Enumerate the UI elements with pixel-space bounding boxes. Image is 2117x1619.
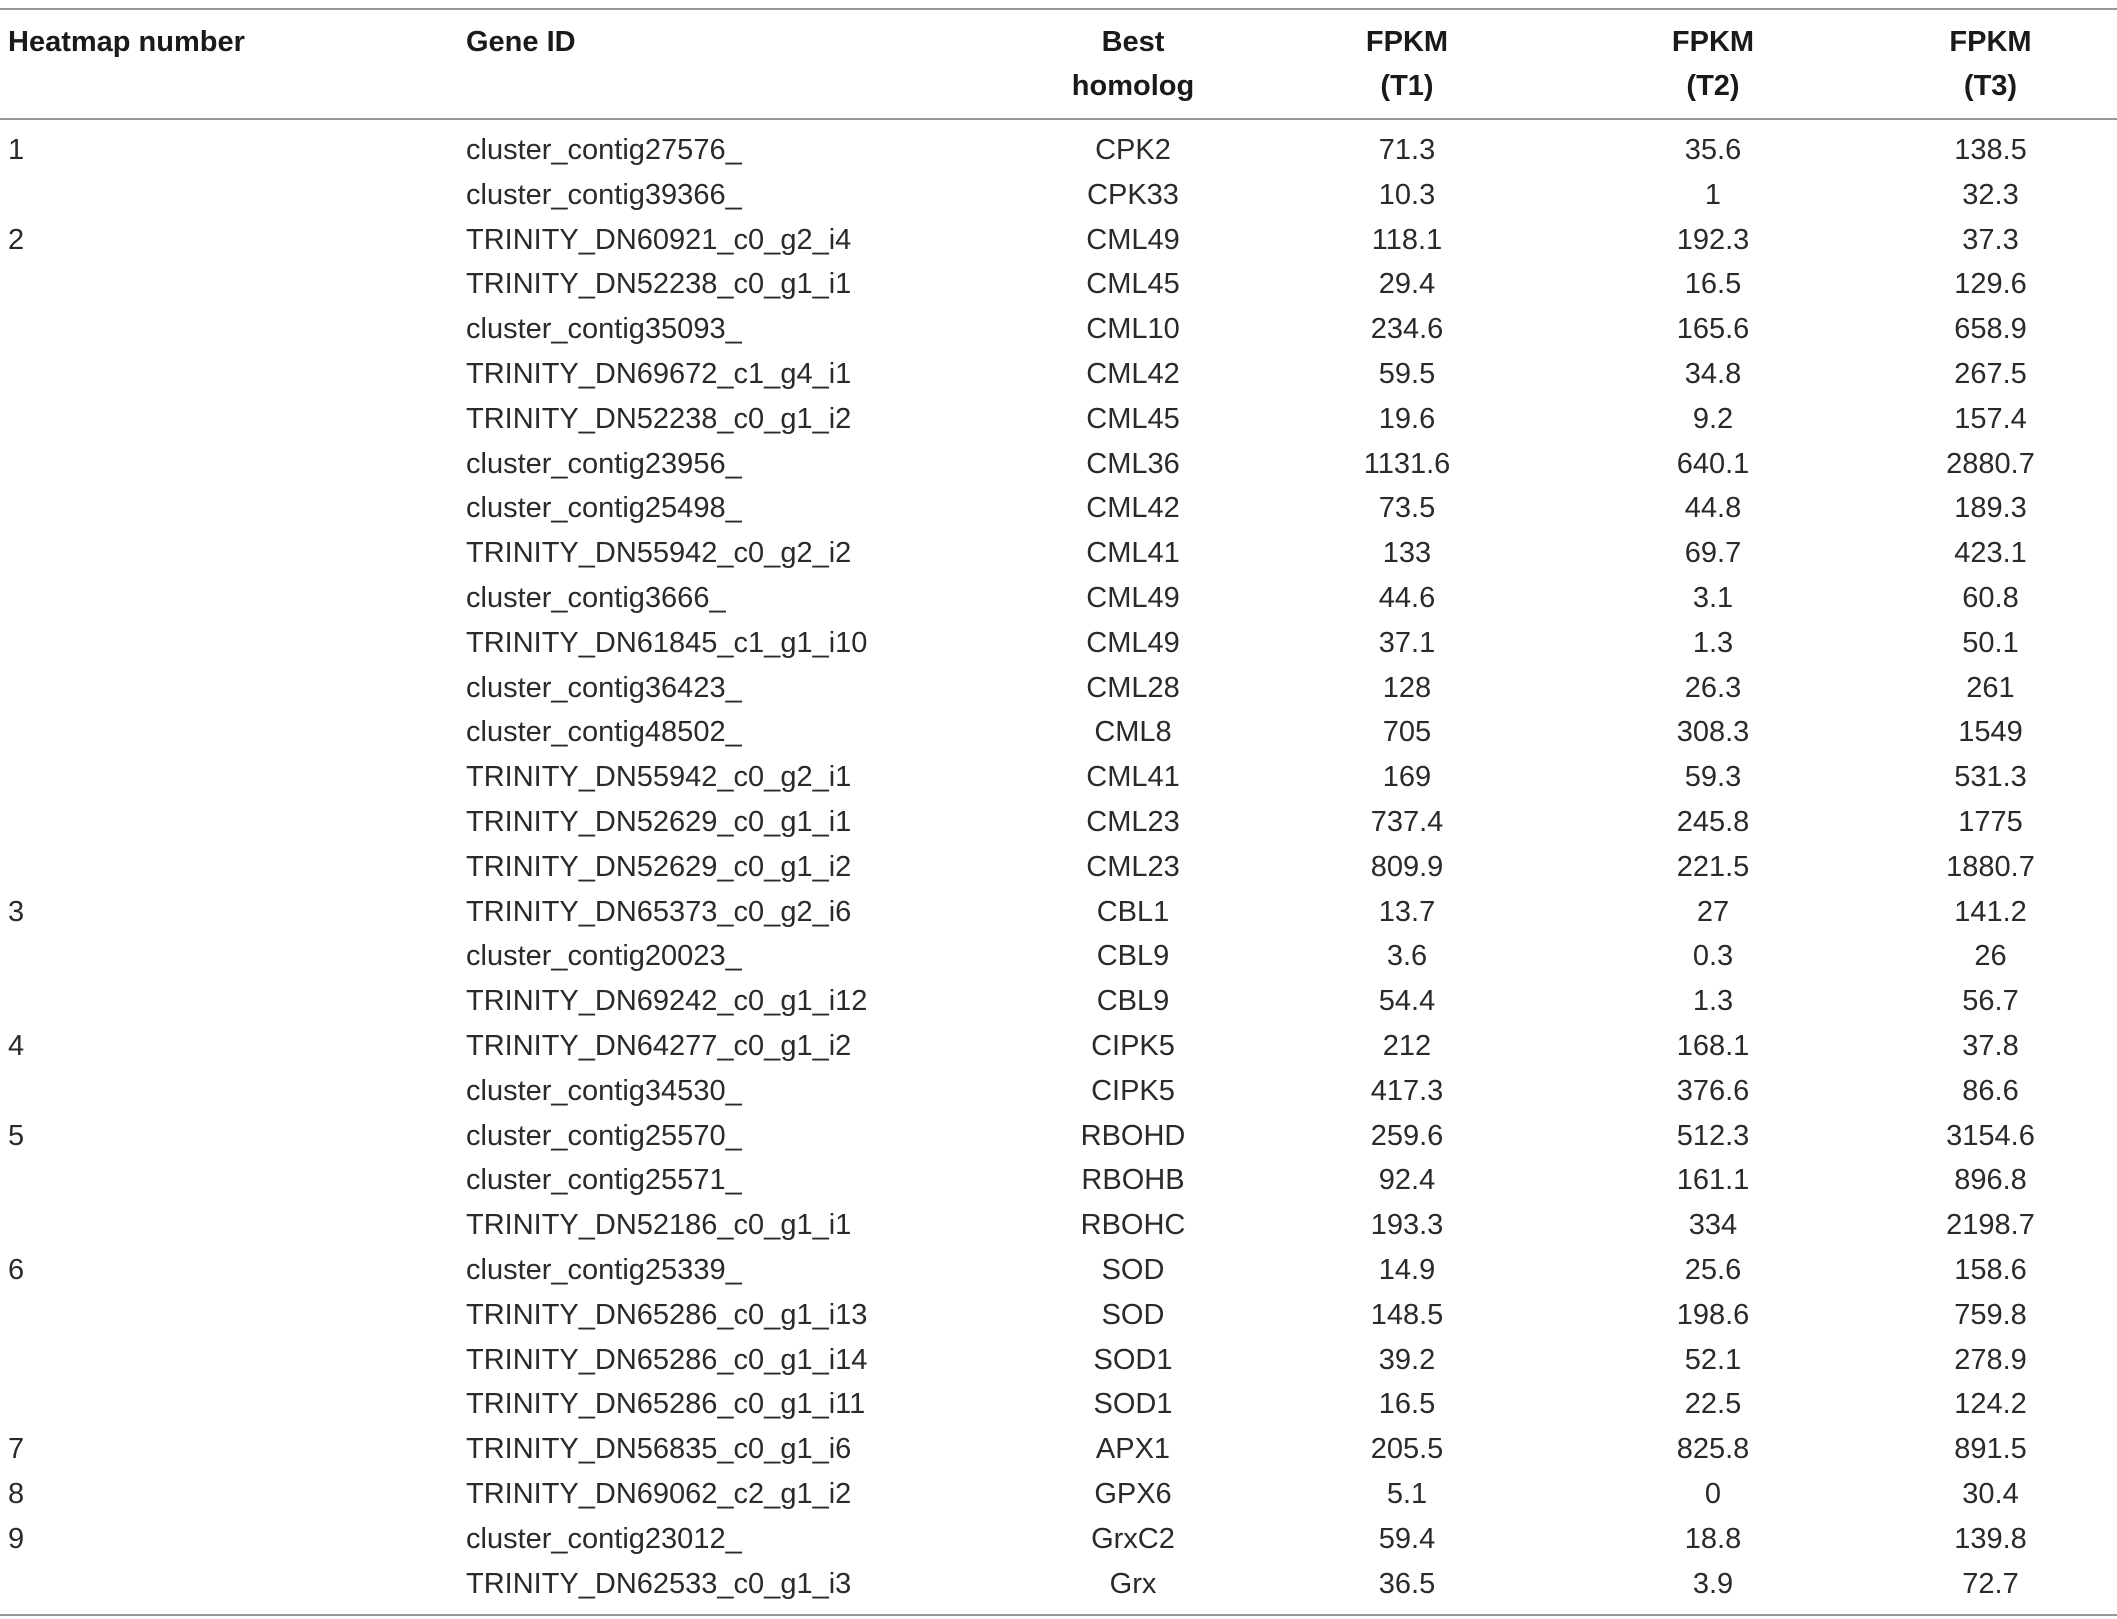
cell-best-homolog: CML42 — [1086, 492, 1180, 525]
cell-fpkm-t2: 161.1 — [1676, 1164, 1750, 1197]
table-row — [0, 755, 2117, 800]
table-row — [0, 1114, 2117, 1159]
cell-fpkm-t3: 3154.6 — [1946, 1119, 2035, 1152]
cell-gene-id: cluster_contig25498_ — [466, 492, 742, 525]
cell-heatmap-number — [0, 710, 466, 755]
cell-best-homolog: RBOHD — [1080, 1119, 1186, 1152]
cell-fpkm-t2: 512.3 — [1676, 1119, 1750, 1152]
cell-heatmap-number — [0, 1069, 466, 1114]
fpkm-table — [0, 8, 2117, 1616]
cell-fpkm-t2: 44.8 — [1684, 492, 1742, 525]
cell-gene-id: TRINITY_DN52238_c0_g1_i1 — [466, 268, 852, 301]
table-header — [0, 9, 2117, 119]
cell-gene-id: cluster_contig39366_ — [466, 178, 742, 211]
cell-best-homolog: CML45 — [1086, 268, 1180, 301]
cell-gene-id: TRINITY_DN62533_c0_g1_i3 — [466, 1567, 852, 1600]
cell-gene-id: TRINITY_DN55942_c0_g2_i2 — [466, 537, 852, 570]
cell-fpkm-t1: 169 — [1382, 761, 1432, 794]
cell-fpkm-t3: 658.9 — [1954, 313, 2027, 346]
cell-fpkm-t1: 10.3 — [1378, 178, 1436, 211]
cell-fpkm-t1: 37.1 — [1378, 626, 1436, 659]
cell-fpkm-t3: 531.3 — [1954, 761, 2027, 794]
cell-fpkm-t2: 3.9 — [1692, 1567, 1734, 1600]
cell-fpkm-t3: 896.8 — [1954, 1164, 2027, 1197]
cell-best-homolog: RBOHB — [1081, 1164, 1185, 1197]
table-row — [0, 666, 2117, 711]
cell-heatmap-number: 2 — [8, 223, 25, 256]
cell-best-homolog: CML36 — [1086, 447, 1180, 480]
cell-best-homolog: CML23 — [1086, 850, 1180, 883]
cell-best-homolog: CIPK5 — [1091, 1074, 1175, 1107]
cell-fpkm-t3: 56.7 — [1962, 985, 2019, 1018]
cell-heatmap-number — [0, 934, 466, 979]
cell-gene-id: cluster_contig27576_ — [466, 134, 742, 166]
table-row — [0, 119, 2117, 173]
cell-fpkm-t1: 118.1 — [1371, 223, 1443, 256]
header-fpkm-t2 — [1562, 9, 1864, 119]
cell-fpkm-t1: 92.4 — [1378, 1164, 1436, 1197]
cell-gene-id: cluster_contig23012_ — [466, 1522, 742, 1555]
cell-gene-id: cluster_contig36423_ — [466, 671, 742, 704]
cell-fpkm-t1: 737.4 — [1370, 805, 1444, 838]
cell-fpkm-t3: 37.3 — [1962, 223, 2019, 256]
table-row — [0, 890, 2117, 935]
header-t3-line2: (T3) — [1963, 70, 2018, 102]
cell-gene-id: cluster_contig35093_ — [466, 313, 742, 346]
cell-best-homolog: GrxC2 — [1091, 1522, 1175, 1555]
cell-gene-id: cluster_contig23956_ — [466, 447, 742, 480]
cell-heatmap-number — [0, 307, 466, 352]
cell-fpkm-t2: 3.1 — [1692, 581, 1734, 614]
cell-heatmap-number: 3 — [8, 895, 25, 928]
cell-fpkm-t1: 5.1 — [1386, 1477, 1428, 1510]
header-gene-label: Gene ID — [466, 26, 576, 58]
cell-fpkm-t3: 267.5 — [1954, 357, 2027, 390]
cell-fpkm-t2: 0 — [1704, 1477, 1722, 1510]
cell-fpkm-t1: 71.3 — [1378, 134, 1436, 166]
cell-gene-id: TRINITY_DN64277_c0_g1_i2 — [466, 1029, 852, 1062]
cell-heatmap-number: 7 — [8, 1433, 25, 1466]
cell-fpkm-t3: 1880.7 — [1946, 850, 2035, 883]
cell-fpkm-t3: 157.4 — [1954, 402, 2027, 435]
cell-fpkm-t3: 138.5 — [1954, 134, 2027, 166]
cell-fpkm-t2: 308.3 — [1676, 716, 1750, 749]
cell-fpkm-t2: 334 — [1688, 1209, 1738, 1242]
table-row — [0, 1427, 2117, 1472]
cell-gene-id: TRINITY_DN52186_c0_g1_i1 — [466, 1209, 852, 1242]
cell-fpkm-t3: 759.8 — [1954, 1298, 2027, 1331]
cell-fpkm-t2: 376.6 — [1676, 1074, 1750, 1107]
cell-fpkm-t3: 50.1 — [1962, 626, 2019, 659]
cell-gene-id: cluster_contig3666_ — [466, 581, 726, 614]
cell-fpkm-t2: 168.1 — [1676, 1029, 1750, 1062]
cell-best-homolog: CPK2 — [1095, 134, 1171, 166]
cell-heatmap-number — [0, 397, 466, 442]
header-heatmap-label: Heatmap number — [8, 26, 245, 58]
cell-fpkm-t2: 9.2 — [1692, 402, 1734, 435]
cell-fpkm-t1: 19.6 — [1378, 402, 1436, 435]
cell-heatmap-number: 9 — [8, 1522, 25, 1555]
cell-heatmap-number — [0, 1158, 466, 1203]
cell-fpkm-t3: 37.8 — [1962, 1029, 2019, 1062]
cell-fpkm-t2: 221.5 — [1676, 850, 1750, 883]
cell-fpkm-t2: 34.8 — [1684, 357, 1742, 390]
cell-gene-id: TRINITY_DN52629_c0_g1_i1 — [466, 805, 852, 838]
table-row — [0, 1562, 2117, 1616]
cell-gene-id: cluster_contig48502_ — [466, 716, 742, 749]
cell-gene-id: TRINITY_DN55942_c0_g2_i1 — [466, 761, 852, 794]
cell-fpkm-t1: 148.5 — [1370, 1298, 1444, 1331]
cell-heatmap-number — [0, 486, 466, 531]
cell-heatmap-number — [0, 173, 466, 218]
cell-fpkm-t1: 39.2 — [1378, 1343, 1436, 1376]
cell-fpkm-t1: 205.5 — [1370, 1433, 1444, 1466]
cell-heatmap-number — [0, 1562, 466, 1616]
cell-fpkm-t1: 73.5 — [1378, 492, 1436, 525]
cell-heatmap-number — [0, 531, 466, 576]
cell-best-homolog: CML49 — [1086, 581, 1180, 614]
cell-fpkm-t2: 198.6 — [1676, 1298, 1750, 1331]
cell-heatmap-number — [0, 1203, 466, 1248]
cell-best-homolog: CML49 — [1086, 223, 1180, 256]
cell-best-homolog: SOD1 — [1093, 1343, 1173, 1376]
table-row — [0, 845, 2117, 890]
cell-fpkm-t1: 44.6 — [1378, 581, 1436, 614]
cell-heatmap-number: 6 — [8, 1253, 25, 1286]
cell-fpkm-t2: 1.3 — [1692, 626, 1734, 659]
cell-heatmap-number — [0, 1293, 466, 1338]
cell-fpkm-t3: 139.8 — [1954, 1522, 2027, 1555]
cell-heatmap-number — [0, 442, 466, 487]
header-t2-line1: FPKM — [1671, 26, 1755, 58]
cell-fpkm-t2: 16.5 — [1684, 268, 1742, 301]
cell-fpkm-t3: 2198.7 — [1946, 1209, 2035, 1242]
cell-fpkm-t2: 22.5 — [1684, 1388, 1742, 1421]
cell-gene-id: cluster_contig25339_ — [466, 1253, 742, 1286]
header-t3-line1: FPKM — [1949, 26, 2032, 58]
cell-heatmap-number — [0, 845, 466, 890]
cell-fpkm-t3: 72.7 — [1962, 1567, 2019, 1600]
cell-heatmap-number — [0, 755, 466, 800]
cell-gene-id: TRINITY_DN69062_c2_g1_i2 — [466, 1477, 852, 1510]
cell-gene-id: TRINITY_DN65286_c0_g1_i11 — [466, 1388, 866, 1421]
table-row — [0, 1248, 2117, 1293]
table-row — [0, 442, 2117, 487]
table-row — [0, 307, 2117, 352]
table-row — [0, 486, 2117, 531]
table-row — [0, 397, 2117, 442]
cell-fpkm-t2: 245.8 — [1676, 805, 1750, 838]
cell-fpkm-t3: 86.6 — [1962, 1074, 2019, 1107]
cell-fpkm-t2: 825.8 — [1676, 1433, 1750, 1466]
table-row — [0, 710, 2117, 755]
cell-best-homolog: CBL1 — [1096, 895, 1170, 928]
header-gene-id — [466, 9, 1014, 119]
table-row — [0, 621, 2117, 666]
cell-fpkm-t2: 18.8 — [1684, 1522, 1742, 1555]
cell-gene-id: TRINITY_DN60921_c0_g2_i4 — [466, 223, 852, 256]
cell-fpkm-t1: 809.9 — [1370, 850, 1444, 883]
cell-fpkm-t1: 133 — [1382, 537, 1432, 570]
cell-fpkm-t3: 60.8 — [1962, 581, 2019, 614]
cell-fpkm-t2: 192.3 — [1676, 223, 1750, 256]
table-row — [0, 800, 2117, 845]
cell-heatmap-number — [0, 621, 466, 666]
header-best-homolog — [1014, 9, 1252, 119]
cell-fpkm-t2: 26.3 — [1684, 671, 1742, 704]
cell-fpkm-t3: 124.2 — [1954, 1388, 2027, 1421]
cell-heatmap-number — [0, 576, 466, 621]
cell-best-homolog: SOD1 — [1093, 1388, 1173, 1421]
cell-fpkm-t1: 1131.6 — [1363, 447, 1451, 480]
cell-gene-id: cluster_contig20023_ — [466, 940, 742, 973]
cell-gene-id: TRINITY_DN65286_c0_g1_i13 — [466, 1298, 868, 1331]
cell-fpkm-t2: 0.3 — [1692, 940, 1734, 973]
table-row — [0, 262, 2117, 307]
cell-gene-id: TRINITY_DN52238_c0_g1_i2 — [466, 402, 852, 435]
cell-gene-id: cluster_contig25571_ — [466, 1164, 742, 1197]
cell-best-homolog: CPK33 — [1087, 178, 1179, 211]
cell-fpkm-t3: 189.3 — [1954, 492, 2027, 525]
header-t2-line2: (T2) — [1686, 70, 1740, 102]
cell-fpkm-t3: 1549 — [1958, 716, 2023, 749]
cell-gene-id: TRINITY_DN69672_c1_g4_i1 — [466, 357, 852, 390]
cell-fpkm-t3: 278.9 — [1954, 1343, 2027, 1376]
table-row — [0, 1293, 2117, 1338]
cell-best-homolog: SOD — [1101, 1298, 1165, 1331]
table-row — [0, 934, 2117, 979]
cell-fpkm-t2: 1 — [1704, 178, 1722, 211]
cell-fpkm-t1: 16.5 — [1378, 1388, 1436, 1421]
cell-fpkm-t1: 259.6 — [1370, 1119, 1444, 1152]
cell-fpkm-t3: 423.1 — [1954, 537, 2027, 570]
cell-fpkm-t3: 158.6 — [1954, 1253, 2027, 1286]
header-fpkm-t1 — [1252, 9, 1562, 119]
cell-best-homolog: CML49 — [1086, 626, 1180, 659]
cell-fpkm-t1: 13.7 — [1378, 895, 1436, 928]
cell-fpkm-t2: 1.3 — [1692, 985, 1734, 1018]
cell-fpkm-t1: 234.6 — [1370, 313, 1444, 346]
cell-gene-id: TRINITY_DN61845_c1_g1_i10 — [466, 626, 868, 659]
cell-fpkm-t3: 1775 — [1958, 805, 2023, 838]
cell-fpkm-t1: 54.4 — [1378, 985, 1436, 1018]
table-row — [0, 576, 2117, 621]
cell-fpkm-t3: 30.4 — [1962, 1477, 2019, 1510]
cell-best-homolog: CML41 — [1086, 537, 1180, 570]
cell-fpkm-t3: 129.6 — [1954, 268, 2027, 301]
cell-fpkm-t2: 35.6 — [1684, 134, 1742, 166]
cell-fpkm-t1: 193.3 — [1370, 1209, 1444, 1242]
cell-heatmap-number — [0, 1338, 466, 1383]
table-row — [0, 1382, 2117, 1427]
table-row — [0, 1158, 2117, 1203]
header-row — [0, 9, 2117, 119]
cell-best-homolog: RBOHC — [1080, 1209, 1186, 1242]
cell-gene-id: cluster_contig25570_ — [466, 1119, 742, 1152]
cell-fpkm-t2: 52.1 — [1684, 1343, 1742, 1376]
cell-best-homolog: GPX6 — [1094, 1477, 1172, 1510]
cell-best-homolog: CBL9 — [1096, 940, 1170, 973]
table-row — [0, 1203, 2117, 1248]
cell-fpkm-t3: 2880.7 — [1946, 447, 2035, 480]
cell-heatmap-number: 4 — [8, 1029, 25, 1062]
table-row — [0, 218, 2117, 263]
cell-gene-id: TRINITY_DN56835_c0_g1_i6 — [466, 1433, 852, 1466]
cell-best-homolog: CML42 — [1086, 357, 1180, 390]
header-heatmap-number — [0, 9, 466, 119]
cell-best-homolog: CML28 — [1086, 671, 1180, 704]
table-row — [0, 531, 2117, 576]
cell-best-homolog: Grx — [1109, 1567, 1157, 1600]
header-fpkm-t3 — [1864, 9, 2117, 119]
cell-fpkm-t1: 212 — [1382, 1029, 1432, 1062]
cell-best-homolog: CML45 — [1086, 402, 1180, 435]
cell-heatmap-number — [0, 979, 466, 1024]
cell-fpkm-t2: 59.3 — [1684, 761, 1742, 794]
cell-fpkm-t1: 59.5 — [1378, 357, 1436, 390]
cell-fpkm-t2: 640.1 — [1676, 447, 1750, 480]
header-homolog-line2: homolog — [1071, 70, 1195, 102]
cell-best-homolog: SOD — [1101, 1253, 1165, 1286]
cell-heatmap-number — [0, 666, 466, 711]
cell-best-homolog: APX1 — [1095, 1433, 1171, 1466]
cell-fpkm-t3: 32.3 — [1962, 178, 2019, 211]
cell-fpkm-t1: 14.9 — [1378, 1253, 1436, 1286]
cell-fpkm-t3: 26 — [1974, 940, 2007, 973]
cell-fpkm-t3: 141.2 — [1954, 895, 2027, 928]
cell-heatmap-number: 8 — [8, 1477, 25, 1510]
cell-best-homolog: CML41 — [1086, 761, 1180, 794]
header-t1-line2: (T1) — [1380, 70, 1434, 102]
cell-fpkm-t3: 261 — [1966, 671, 2015, 704]
table-row — [0, 1069, 2117, 1114]
cell-best-homolog: CML23 — [1086, 805, 1180, 838]
table-row — [0, 979, 2117, 1024]
table-row — [0, 1024, 2117, 1069]
cell-heatmap-number — [0, 800, 466, 845]
cell-gene-id: TRINITY_DN65286_c0_g1_i14 — [466, 1343, 868, 1376]
cell-fpkm-t1: 59.4 — [1378, 1522, 1436, 1555]
cell-gene-id: TRINITY_DN52629_c0_g1_i2 — [466, 850, 852, 883]
cell-heatmap-number: 5 — [8, 1119, 25, 1152]
cell-heatmap-number — [0, 1382, 466, 1427]
cell-fpkm-t1: 417.3 — [1370, 1074, 1444, 1107]
cell-fpkm-t2: 25.6 — [1684, 1253, 1742, 1286]
cell-fpkm-t2: 165.6 — [1676, 313, 1750, 346]
cell-best-homolog: CML10 — [1086, 313, 1180, 346]
cell-fpkm-t2: 27 — [1696, 895, 1730, 928]
table-row — [0, 1517, 2117, 1562]
cell-fpkm-t3: 891.5 — [1954, 1433, 2027, 1466]
cell-fpkm-t1: 128 — [1382, 671, 1432, 704]
cell-fpkm-t1: 29.4 — [1378, 268, 1436, 301]
cell-heatmap-number — [0, 352, 466, 397]
header-t1-line1: FPKM — [1365, 26, 1449, 58]
table-row — [0, 1338, 2117, 1383]
cell-heatmap-number: 1 — [8, 134, 25, 166]
table-body — [0, 119, 2117, 1615]
cell-gene-id: TRINITY_DN69242_c0_g1_i12 — [466, 985, 868, 1018]
cell-best-homolog: CBL9 — [1096, 985, 1170, 1018]
cell-fpkm-t1: 36.5 — [1378, 1567, 1436, 1600]
table-row — [0, 1472, 2117, 1517]
cell-fpkm-t2: 69.7 — [1684, 537, 1742, 570]
cell-best-homolog: CIPK5 — [1091, 1029, 1175, 1062]
header-homolog-line1: Best — [1101, 26, 1165, 58]
cell-fpkm-t1: 705 — [1382, 716, 1432, 749]
cell-gene-id: cluster_contig34530_ — [466, 1074, 742, 1107]
table-row — [0, 352, 2117, 397]
cell-fpkm-t1: 3.6 — [1386, 940, 1428, 973]
cell-best-homolog: CML8 — [1094, 716, 1172, 749]
cell-gene-id: TRINITY_DN65373_c0_g2_i6 — [466, 895, 852, 928]
cell-heatmap-number — [0, 262, 466, 307]
table-row — [0, 173, 2117, 218]
